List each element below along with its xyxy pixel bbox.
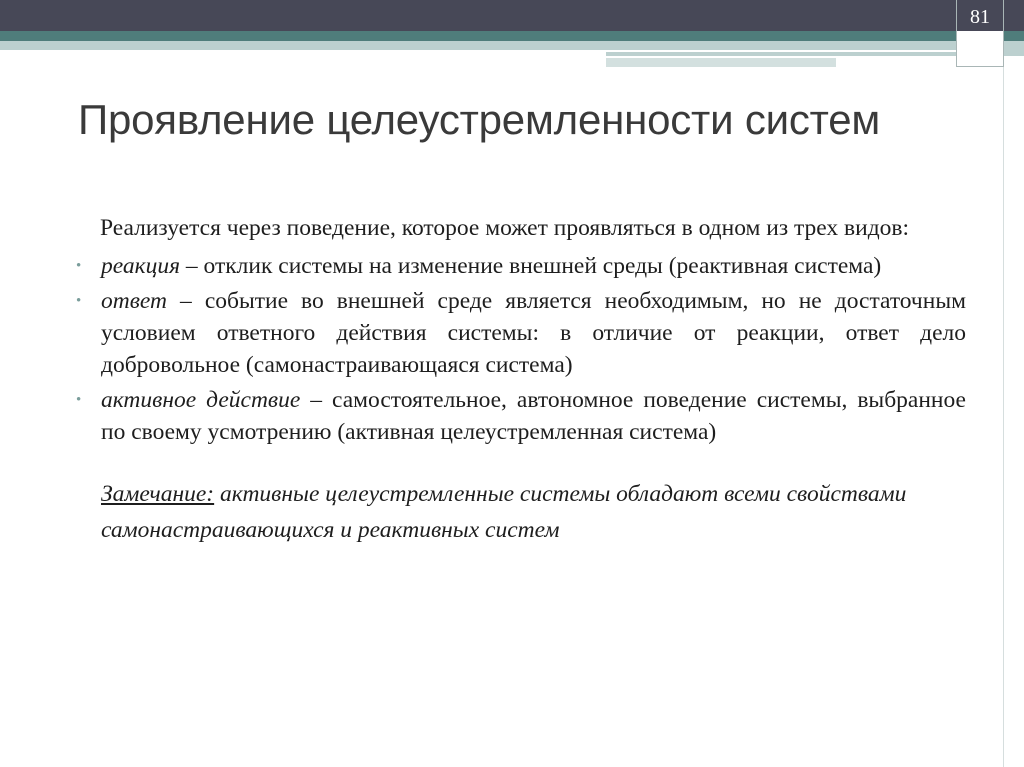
bullet-item-active-action xyxy=(76,384,966,448)
light-stripe-shorter xyxy=(606,58,836,67)
bullet-icon: • xyxy=(76,293,82,309)
light-stripe xyxy=(0,41,1024,50)
intro-text: Реализуется через поведение, которое может проявляться в одном из трех видов: xyxy=(100,215,910,241)
slide-body xyxy=(76,212,966,548)
page-number-tab xyxy=(956,0,1004,67)
bullet-text: – отклик системы на изменение внешней среды (реактивная система) xyxy=(180,253,882,279)
stripe-divider xyxy=(606,50,966,52)
bullet-list xyxy=(76,250,966,448)
bullet-item-response xyxy=(76,285,966,381)
top-bar xyxy=(0,0,1024,31)
bullet-icon: • xyxy=(76,392,82,408)
bullet-icon: • xyxy=(76,258,82,274)
bullet-term: ответ xyxy=(101,288,168,314)
note-label: Замечание: xyxy=(101,481,215,507)
teal-stripe xyxy=(0,31,1024,41)
bullet-item-reaction xyxy=(76,250,966,282)
bullet-text: – самостоятельное, автономное поведение системы, выбранное по своему усмотрению (активная целеустремленная система) xyxy=(101,387,966,445)
bullet-term: реакция xyxy=(101,253,181,279)
bullet-term: активное действие xyxy=(101,387,301,413)
right-divider xyxy=(1003,67,1004,767)
slide-title: Проявление целеустремленности систем xyxy=(78,96,881,143)
note-text: активные целеустремленные системы обладают всеми свойствами самонастраивающихся и реактивных систем xyxy=(101,481,907,543)
bullet-text: – событие во внешней среде является необходимым, но не достаточным условием ответного действия системы: в отличие от реакции, ответ дело добровольное (самонастраивающаяся система) xyxy=(101,288,966,378)
page-number: 81 xyxy=(957,0,1003,31)
note xyxy=(76,476,966,548)
